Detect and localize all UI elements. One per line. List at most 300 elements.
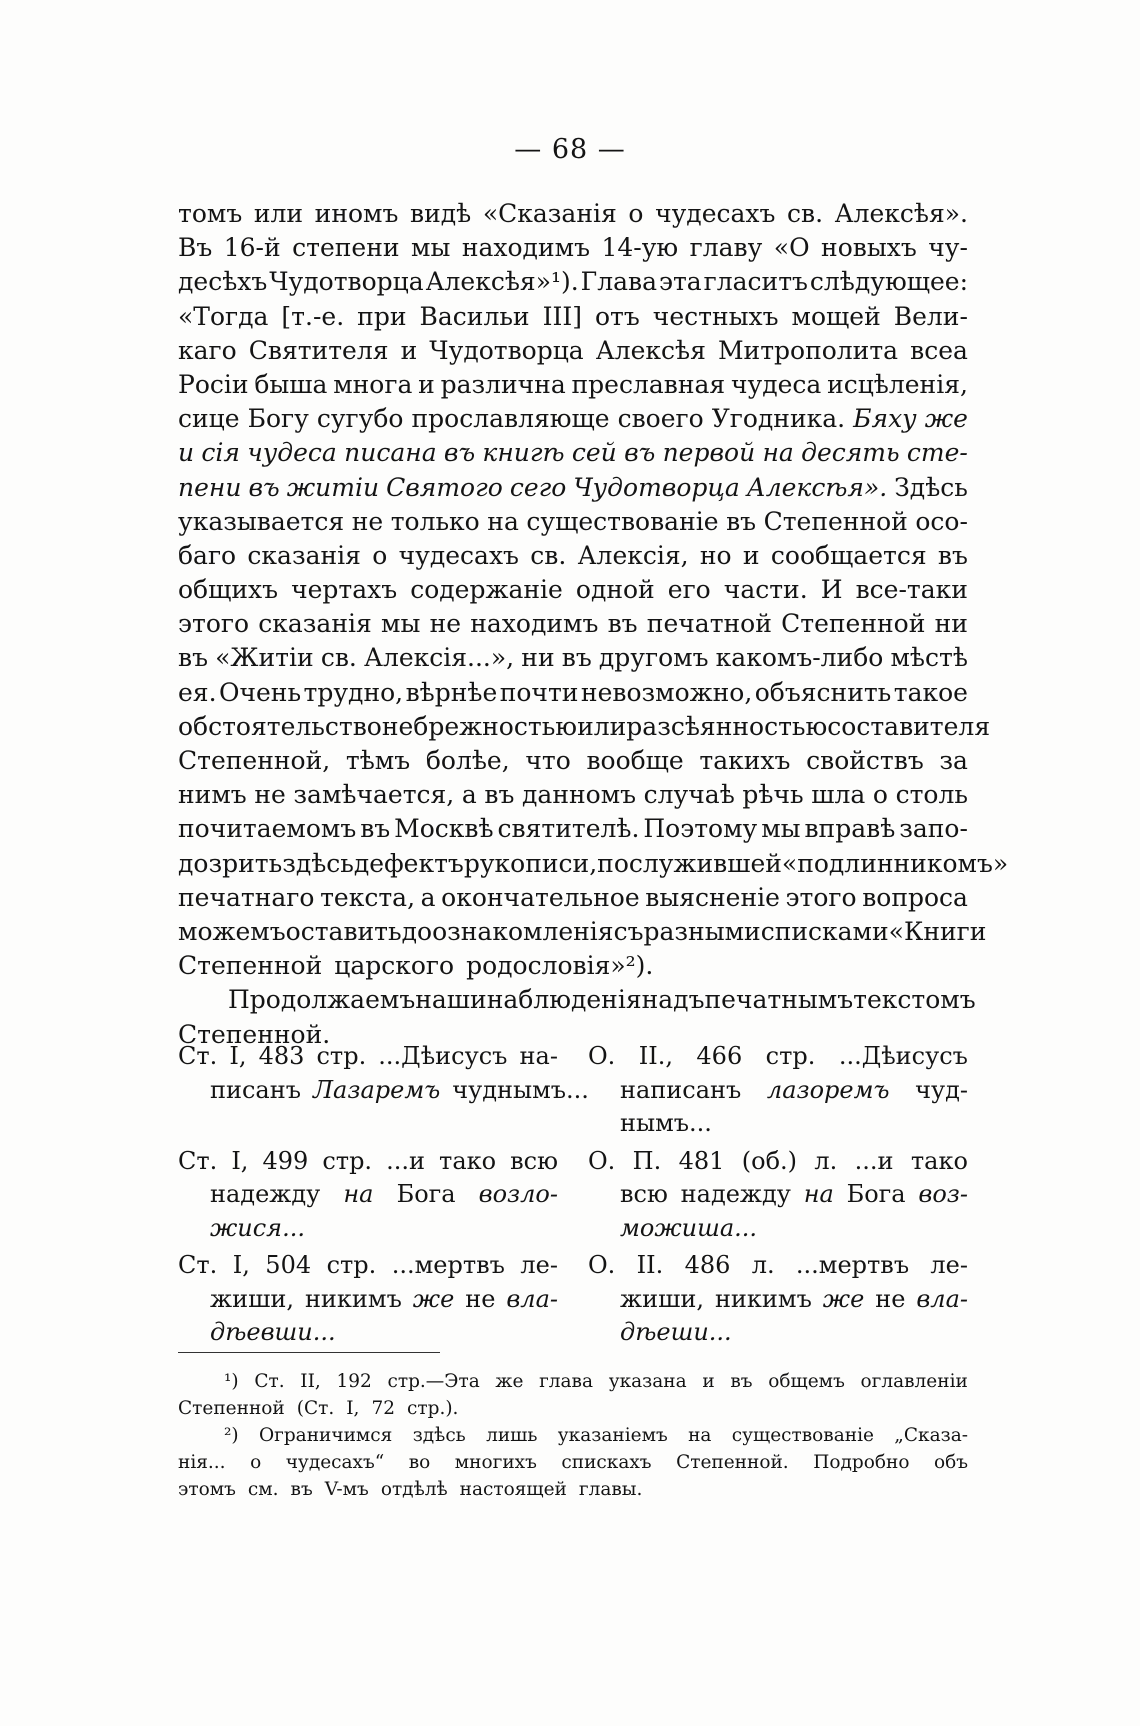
word: окончательное — [441, 882, 640, 912]
word: V-мъ — [324, 1479, 369, 1500]
word: ознакомленія — [432, 916, 614, 946]
word: нымъ... — [620, 1109, 712, 1137]
word: общемъ — [768, 1371, 845, 1392]
word: объ — [933, 1452, 968, 1473]
word: указывается — [178, 506, 345, 536]
word: Степенной. — [178, 1019, 331, 1049]
word: Подробно — [813, 1452, 910, 1473]
comparison-row — [178, 1040, 968, 1141]
word: преславная — [571, 369, 726, 399]
word: сте- — [906, 438, 968, 468]
word: см. — [247, 1479, 279, 1500]
word: Степенной — [763, 506, 908, 536]
word: тако — [439, 1146, 497, 1175]
word: въ — [561, 643, 592, 673]
word: ея. — [178, 677, 217, 707]
word: стр. — [765, 1042, 816, 1070]
word: съ — [613, 916, 644, 946]
word: ле- — [520, 1251, 558, 1279]
word: II., — [638, 1042, 673, 1070]
word: глава — [539, 1371, 593, 1392]
text-line — [178, 436, 968, 470]
text-line — [178, 573, 968, 607]
word: томъ — [178, 199, 243, 228]
word: вопроса — [862, 882, 968, 912]
word: никимъ — [714, 1284, 812, 1313]
text-line — [178, 607, 968, 641]
word: Ст. — [178, 1042, 218, 1070]
word: такое — [893, 677, 968, 707]
word: или — [577, 711, 627, 741]
word: въ — [248, 472, 280, 502]
word: и — [742, 540, 760, 570]
word: можиша... — [620, 1213, 758, 1242]
word: только — [390, 506, 480, 536]
word: о — [628, 199, 644, 228]
word: Чудотворца — [429, 335, 584, 365]
word: чу- — [928, 233, 968, 263]
word: запо- — [899, 814, 968, 844]
word: Митрополита — [717, 335, 899, 365]
word: О. — [588, 1042, 616, 1070]
word: сего — [509, 472, 567, 502]
word: десять — [801, 438, 900, 468]
word: тако — [910, 1146, 968, 1175]
word: Степенной — [781, 609, 926, 639]
word: при — [357, 301, 407, 331]
word: многихъ — [454, 1452, 537, 1473]
footnote-rule — [178, 1352, 440, 1353]
text-line — [178, 197, 968, 231]
word: въ — [607, 609, 638, 639]
word: указана — [608, 1371, 687, 1392]
word: или — [253, 199, 304, 228]
text-line — [178, 1368, 968, 1395]
text-line — [178, 1145, 558, 1179]
word: II. — [636, 1251, 664, 1279]
word: 14-ую — [601, 233, 679, 263]
word: вообще — [586, 746, 684, 775]
text-line — [178, 744, 968, 778]
word: тѣмъ — [345, 746, 411, 775]
word: Ст. — [178, 1146, 218, 1175]
word: чертахъ — [291, 575, 398, 605]
word: 192 — [336, 1371, 372, 1392]
word: ...и — [386, 1146, 425, 1175]
word: какомъ-либо — [715, 643, 884, 673]
word: содержаніе — [410, 575, 563, 605]
word: чудеса — [247, 438, 337, 468]
footnotes — [178, 1368, 968, 1503]
comparison-table — [178, 1040, 968, 1354]
word: сказанія — [247, 540, 361, 570]
word: въ — [443, 438, 476, 468]
word: текстомъ — [853, 985, 976, 1015]
word: Святого — [386, 472, 503, 502]
text-line — [178, 505, 968, 539]
word: видѣ — [410, 199, 472, 228]
word: новыхъ — [821, 233, 917, 263]
word: такихъ — [699, 746, 791, 775]
word: св. — [530, 540, 567, 570]
word: Вели- — [893, 301, 968, 331]
word: 466 — [696, 1042, 743, 1070]
comparison-left — [178, 1040, 589, 1141]
word: чудеса — [730, 369, 822, 399]
word: Степенной. — [676, 1452, 789, 1473]
word: не — [465, 1284, 496, 1313]
word: Алексѣя». — [834, 199, 968, 228]
word: мы — [411, 233, 451, 263]
word: Чудотворца — [269, 267, 424, 297]
text-line — [178, 1422, 968, 1449]
word: не — [875, 1284, 906, 1313]
word: на — [762, 438, 794, 468]
text-line — [178, 676, 968, 710]
text-line — [588, 1040, 968, 1074]
word: возло- — [478, 1180, 558, 1208]
word: сице — [178, 404, 240, 434]
text-line — [178, 641, 968, 675]
word: сказанія — [258, 609, 372, 639]
word: Угодника. — [711, 404, 846, 434]
word: Москвѣ — [394, 814, 494, 844]
word: чуд- — [915, 1075, 968, 1104]
word: ...Дѣисусъ — [838, 1042, 968, 1070]
word: случаѣ — [643, 780, 735, 810]
word: находимъ — [470, 609, 599, 639]
word: «Сказанія — [482, 199, 617, 228]
word: стр. — [326, 1251, 377, 1279]
word: за — [939, 746, 968, 775]
word: житіи — [286, 472, 380, 502]
text-line — [178, 949, 968, 983]
word: чуднымъ... — [452, 1075, 589, 1104]
text-line — [178, 983, 976, 1017]
text-line — [178, 1316, 558, 1350]
word: и — [178, 438, 195, 468]
text-line — [588, 1316, 968, 1350]
word: указаніемъ — [557, 1425, 668, 1446]
word: болѣе, — [425, 746, 510, 775]
word: свойствъ — [806, 746, 924, 775]
word: стр. — [322, 1146, 373, 1175]
text-line — [178, 368, 968, 402]
word: I, — [346, 1398, 360, 1419]
word: этого — [178, 609, 250, 639]
page-number: — 68 — — [514, 134, 626, 165]
word: 486 — [684, 1251, 731, 1279]
word: въ — [726, 506, 757, 536]
word: книгѣ — [482, 438, 565, 468]
word: лазоремъ — [766, 1075, 890, 1104]
word: жиши, — [210, 1284, 295, 1313]
word: о — [872, 780, 888, 810]
word: надежду — [680, 1180, 791, 1208]
word: Чудотворца — [573, 472, 740, 502]
word: Ст. — [178, 1251, 218, 1279]
word: Богу — [247, 404, 309, 434]
word: все-таки — [855, 575, 968, 605]
comparison-right — [588, 1040, 968, 1141]
word: Въ — [178, 233, 213, 263]
text-line — [178, 812, 968, 846]
word: же — [495, 1371, 524, 1392]
word: Очень — [218, 677, 302, 707]
word: въ — [624, 438, 656, 468]
word: дозрить — [178, 848, 283, 878]
word: Степенной — [178, 1398, 285, 1419]
text-line — [178, 1212, 558, 1246]
word: Алексѣя»¹). — [425, 267, 579, 297]
text-line — [588, 1212, 968, 1246]
word: дѣеши... — [620, 1318, 732, 1346]
word: вла- — [916, 1284, 968, 1313]
text-line — [178, 231, 968, 265]
word: О. — [588, 1251, 616, 1279]
word: ¹) — [224, 1371, 239, 1392]
word: разсѣянностью — [626, 711, 828, 741]
word: «О — [773, 233, 810, 263]
word: всю — [510, 1146, 558, 1175]
word: II, — [300, 1371, 321, 1392]
word: Глава — [580, 267, 657, 297]
word: вла- — [506, 1284, 558, 1313]
word: существованіе — [526, 506, 719, 536]
word: другомъ — [598, 643, 709, 673]
word: оставить — [285, 916, 402, 946]
word: спискахъ — [561, 1452, 652, 1473]
word: своего — [617, 404, 704, 434]
word: св. — [320, 643, 357, 673]
word: Лазаремъ — [313, 1075, 441, 1104]
word: но — [699, 540, 732, 570]
word: III] — [542, 301, 582, 331]
text-line — [178, 471, 968, 505]
text-line — [178, 1178, 558, 1212]
text-line — [178, 265, 968, 299]
word: главы. — [578, 1479, 643, 1500]
word: вправѣ — [804, 814, 896, 844]
comparison-row — [178, 1145, 968, 1246]
text-line — [178, 1449, 968, 1476]
word: жися... — [210, 1213, 305, 1242]
word: рукописи, — [463, 848, 598, 878]
text-line — [178, 915, 987, 949]
word: шла — [811, 780, 866, 810]
word: столь — [895, 780, 968, 810]
word: здѣсь — [282, 848, 354, 878]
word: разными — [643, 916, 761, 946]
word: царского — [334, 951, 455, 981]
word: 16-й — [223, 233, 281, 263]
word: Степенной — [178, 951, 323, 981]
word: десѣхъ — [178, 267, 268, 297]
text-line — [588, 1074, 968, 1108]
word: Продолжаемъ — [228, 985, 416, 1015]
word: что — [525, 746, 571, 775]
word: а — [461, 780, 477, 810]
word: ...мертвъ — [795, 1251, 910, 1279]
main-text — [178, 197, 1009, 1052]
word: прославляюще — [411, 404, 610, 434]
word: «Тогда — [178, 301, 269, 331]
word: Святителя — [248, 335, 389, 365]
word: составителя — [827, 711, 991, 741]
word: рѣчь — [742, 780, 804, 810]
word: Бога — [396, 1180, 456, 1208]
word: исцѣленія, — [827, 369, 968, 399]
word: во — [408, 1452, 431, 1473]
text-line — [178, 847, 1009, 881]
word: Васильи — [419, 301, 530, 331]
word: небрежностью — [381, 711, 578, 741]
word: наблюденія — [486, 985, 642, 1015]
word: жиши, — [620, 1284, 705, 1313]
word: же — [822, 1284, 865, 1313]
word: И — [820, 575, 843, 605]
word: списками — [760, 916, 889, 946]
word: ...мертвъ — [391, 1251, 505, 1279]
word: текста, — [320, 882, 416, 912]
word: на — [343, 1180, 374, 1208]
comparison-right — [588, 1145, 968, 1246]
text-line — [178, 710, 991, 744]
word: настоящей — [459, 1479, 567, 1500]
word: въ — [484, 780, 515, 810]
word: невозможно, — [580, 677, 753, 707]
text-line — [178, 881, 968, 915]
word: Алексія...», — [364, 643, 515, 673]
text-line — [178, 539, 968, 573]
text-line — [178, 1476, 968, 1503]
word: родословія»²). — [466, 951, 654, 981]
word: эта — [658, 267, 702, 297]
word: стр. — [316, 1042, 367, 1070]
text-line — [588, 1283, 968, 1317]
word: и — [418, 369, 435, 399]
word: баго — [178, 540, 237, 570]
word: мы — [761, 814, 801, 844]
text-line — [178, 334, 968, 368]
word: данномъ — [522, 780, 637, 810]
word: и — [702, 1371, 715, 1392]
word: (об.) — [741, 1146, 798, 1175]
word: на — [688, 1425, 712, 1446]
word: не — [254, 780, 286, 810]
word: честныхъ — [652, 301, 779, 331]
text-line — [588, 1178, 968, 1212]
word: а — [420, 882, 436, 912]
word: ...Дѣисусъ — [378, 1042, 508, 1070]
word: дефектъ — [353, 848, 464, 878]
word: писанъ — [210, 1075, 302, 1104]
word: I, — [229, 1042, 247, 1070]
word: сей — [571, 438, 617, 468]
word: Здѣсь — [894, 472, 968, 502]
word: св. — [787, 199, 824, 228]
word: существованіе — [731, 1425, 874, 1446]
comparison-row — [178, 1249, 968, 1350]
word: же — [412, 1284, 455, 1313]
word: вѣрнѣе — [405, 677, 498, 707]
word: трудно, — [303, 677, 404, 707]
word: о — [372, 540, 388, 570]
word: каго — [178, 335, 237, 365]
word: въ — [937, 540, 968, 570]
word: этомъ — [178, 1479, 236, 1500]
word: главу — [689, 233, 763, 263]
word: сугубо — [316, 404, 404, 434]
word: въ — [730, 1371, 753, 1392]
text-line — [588, 1107, 968, 1141]
word: степени — [292, 233, 400, 263]
word: его — [667, 575, 711, 605]
text-line — [178, 778, 968, 812]
word: сообщается — [770, 540, 927, 570]
word: обстоятельство — [178, 711, 382, 741]
word: дѣевши... — [210, 1318, 336, 1346]
word: можемъ — [178, 916, 286, 946]
word: I, — [231, 1146, 249, 1175]
word: замѣчается, — [293, 780, 455, 810]
word: послужившей — [597, 848, 782, 878]
word: надъ — [641, 985, 705, 1015]
word: мы — [381, 609, 421, 639]
text-line — [178, 1283, 558, 1317]
text-line — [588, 1145, 968, 1179]
word: до — [401, 916, 433, 946]
word: «Житіи — [215, 643, 314, 673]
word: быша — [254, 369, 328, 399]
word: святителѣ. — [497, 814, 640, 844]
text-line — [178, 1395, 968, 1422]
word: Поэтому — [643, 814, 758, 844]
word: Алексія, — [577, 540, 689, 570]
word: и — [400, 335, 418, 365]
word: никимъ — [304, 1284, 402, 1313]
word: 504 — [265, 1251, 312, 1279]
word: Ограничимся — [258, 1425, 393, 1446]
word: гласитъ — [703, 267, 808, 297]
word: надежду — [210, 1180, 321, 1208]
word: Алексѣя». — [746, 472, 888, 502]
text-line — [178, 1249, 558, 1283]
word: [т.-е. — [281, 301, 345, 331]
word: ...и — [854, 1146, 894, 1175]
text-line — [178, 1074, 589, 1108]
word: оглавленіи — [860, 1371, 968, 1392]
word: почитаемомъ — [178, 814, 357, 844]
word: «Книги — [888, 916, 987, 946]
word: ни — [934, 609, 968, 639]
word: нія... — [178, 1452, 226, 1473]
word: «подлинникомъ» — [781, 848, 1009, 878]
word: же — [924, 404, 968, 434]
word: слѣдующее: — [809, 267, 968, 297]
text-line — [588, 1249, 968, 1283]
word: писана — [344, 438, 437, 468]
word: лишь — [486, 1425, 538, 1446]
word: (Ст. — [296, 1398, 335, 1419]
word: П. — [632, 1146, 662, 1175]
word: л. — [751, 1251, 775, 1279]
word: мощей — [791, 301, 881, 331]
word: не — [351, 506, 384, 536]
word: О. — [588, 1146, 616, 1175]
word: почти — [499, 677, 579, 707]
word: Бога — [846, 1180, 906, 1208]
